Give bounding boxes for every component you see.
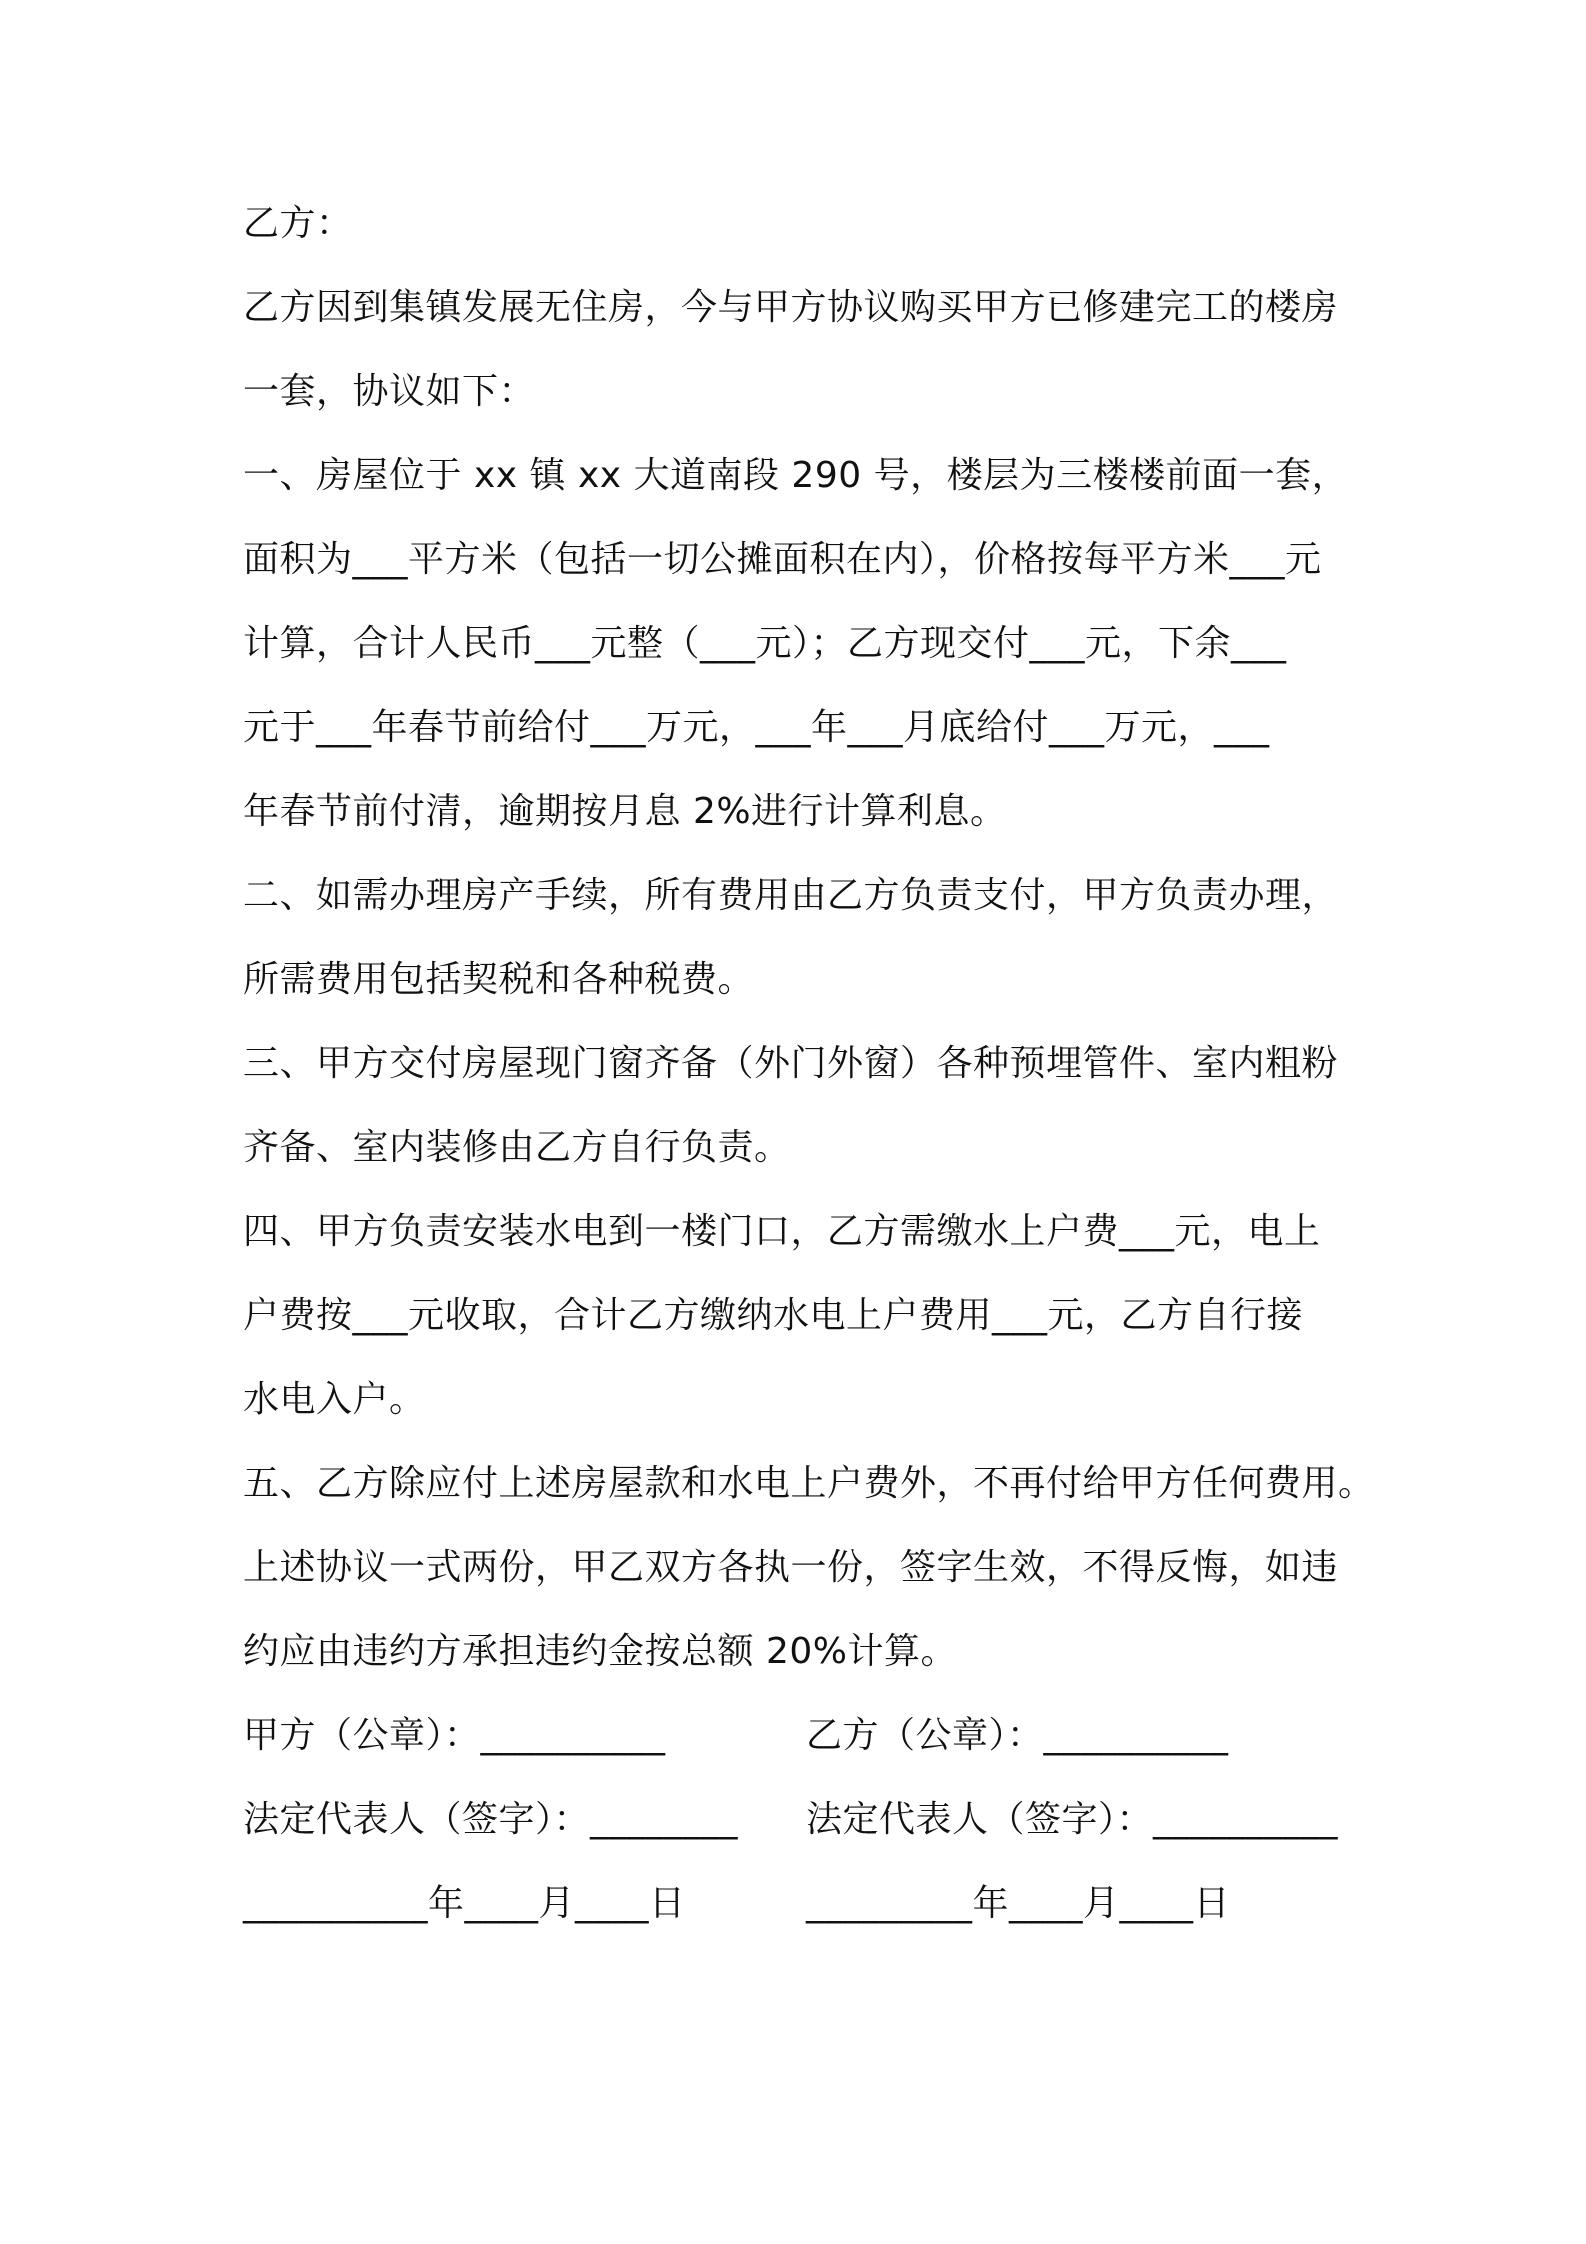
closing-line: 约应由违约方承担违约金按总额 20%计算。: [243, 1631, 957, 1672]
party-b-heading: 乙方：: [243, 203, 353, 244]
clause-1-line: 一、房屋位于 xx 镇 xx 大道南段 290 号，楼层为三楼楼前面一套，: [243, 455, 1349, 496]
clause-4-line: 水电入户。: [243, 1379, 426, 1420]
clause-3-line: 三、甲方交付房屋现门窗齐备（外门外窗）各种预埋管件、室内粗粉: [243, 1043, 1339, 1084]
clause-2-line: 所需费用包括契税和各种税费。: [243, 959, 755, 1000]
clause-3-line: 齐备、室内装修由乙方自行负责。: [243, 1127, 791, 1168]
party-b-date-field: _________年____月____日: [806, 1883, 1230, 1924]
party-a-representative-field: 法定代表人（签字）：________: [243, 1799, 739, 1840]
clause-5-line: 五、乙方除应付上述房屋款和水电上户费外，不再付给甲方任何费用。: [243, 1463, 1375, 1504]
clause-1-line: 计算，合计人民币___元整（___元）；乙方现交付___元，下余___: [243, 623, 1287, 664]
clause-4-line: 户费按___元收取，合计乙方缴纳水电上户费用___元，乙方自行接: [243, 1295, 1304, 1336]
party-b-seal-field: 乙方（公章）：__________: [806, 1715, 1229, 1756]
clause-1-line: 年春节前付清，逾期按月息 2%进行计算利息。: [243, 791, 1007, 832]
paragraph-line: 一套，协议如下：: [243, 371, 536, 412]
clause-2-line: 二、如需办理房产手续，所有费用由乙方负责支付，甲方负责办理，: [243, 875, 1339, 916]
party-a-date-field: __________年____月____日: [243, 1883, 686, 1924]
paragraph-line: 乙方因到集镇发展无住房，今与甲方协议购买甲方已修建完工的楼房: [243, 287, 1339, 328]
party-a-seal-field: 甲方（公章）：__________: [243, 1715, 666, 1756]
closing-line: 上述协议一式两份，甲乙双方各执一份，签字生效，不得反悔，如违: [243, 1547, 1339, 1588]
clause-1-line: 元于___年春节前给付___万元，___年___月底给付___万元，___: [243, 707, 1270, 748]
clause-4-line: 四、甲方负责安装水电到一楼门口，乙方需缴水上户费___元，电上: [243, 1211, 1321, 1252]
clause-1-line: 面积为___平方米（包括一切公摊面积在内），价格按每平方米___元: [243, 539, 1322, 580]
party-b-representative-field: 法定代表人（签字）：__________: [806, 1799, 1339, 1840]
